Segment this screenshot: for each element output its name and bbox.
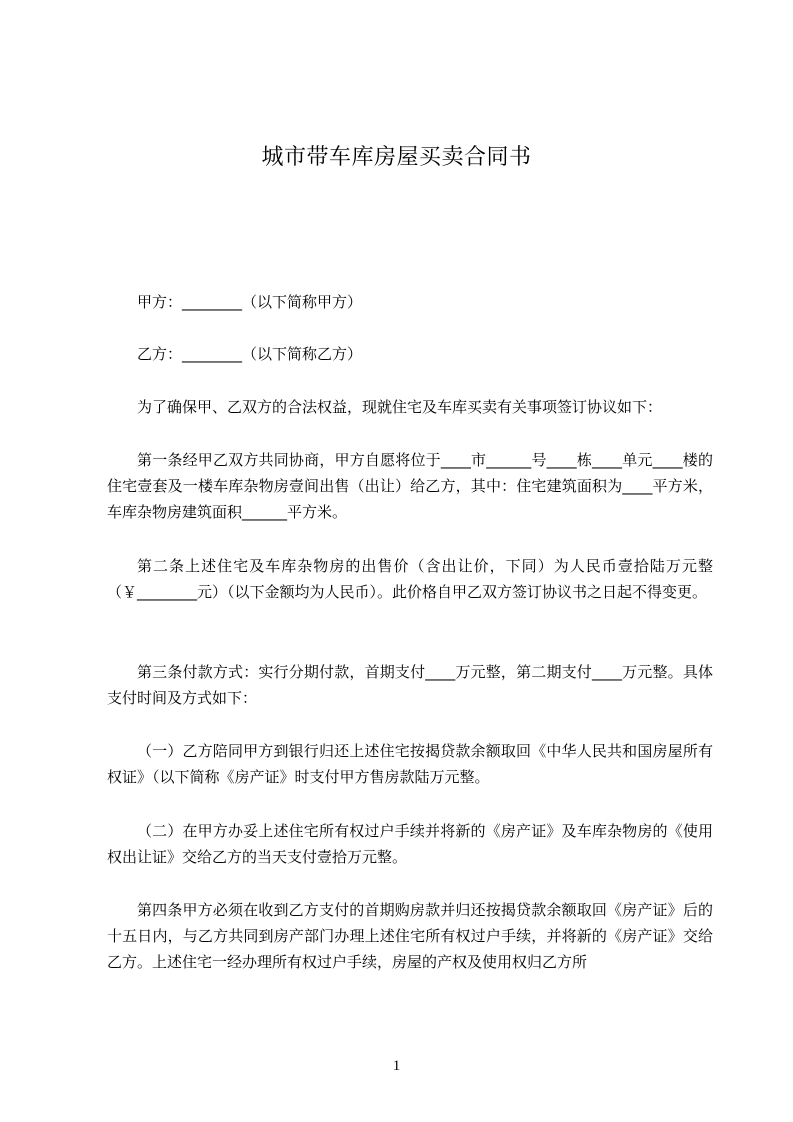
page-number: 1 [392, 1058, 401, 1074]
article-3-item-2-paragraph: （二）在甲方办妥上述住宅所有权过户手续并将新的《房产证》及车库杂物房的《使用权出让证》交给乙方的当天支付壹拾万元整。 [107, 822, 713, 866]
article-2-paragraph: 第二条上述住宅及车库杂物房的出售价（含出让价，下同）为人民币壹拾陆万元整（￥________元）（以下金额均为人民币）。此价格自甲乙双方签订协议书之日起不得变更。 [107, 557, 713, 601]
article-3-item-1-paragraph: （一）乙方陪同甲方到银行归还上述住宅按揭贷款余额取回《中华人民共和国房屋所有权证》（以下简称《房产证》时支付甲方售房款陆万元整。 [107, 742, 713, 786]
article-1-paragraph: 第一条经甲乙双方共同协商，甲方自愿将位于____市______号____栋____单元____楼的住宅壹套及一楼车库杂物房壹间出售（出让）给乙方，其中：住宅建筑面积为____平方米，车库杂物房建筑面积______平方米。 [107, 451, 713, 521]
party-a-line: 甲方：________（以下简称甲方） [137, 293, 363, 311]
party-b-line: 乙方：________（以下简称乙方） [137, 345, 363, 363]
preamble-paragraph: 为了确保甲、乙双方的合法权益，现就住宅及车库买卖有关事项签订协议如下： [137, 398, 663, 416]
article-4-paragraph: 第四条甲方必须在收到乙方支付的首期购房款并归还按揭贷款余额取回《房产证》后的十五日内，与乙方共同到房产部门办理上述住宅所有权过户手续，并将新的《房产证》交给乙方。上述住宅一经办理所有权过户手续，房屋的产权及使用权归乙方所 [107, 901, 713, 971]
article-3-paragraph: 第三条付款方式：实行分期付款，首期支付____万元整，第二期支付____万元整。具体支付时间及方式如下： [107, 663, 713, 707]
document-title: 城市带车库房屋买卖合同书 [261, 145, 532, 170]
